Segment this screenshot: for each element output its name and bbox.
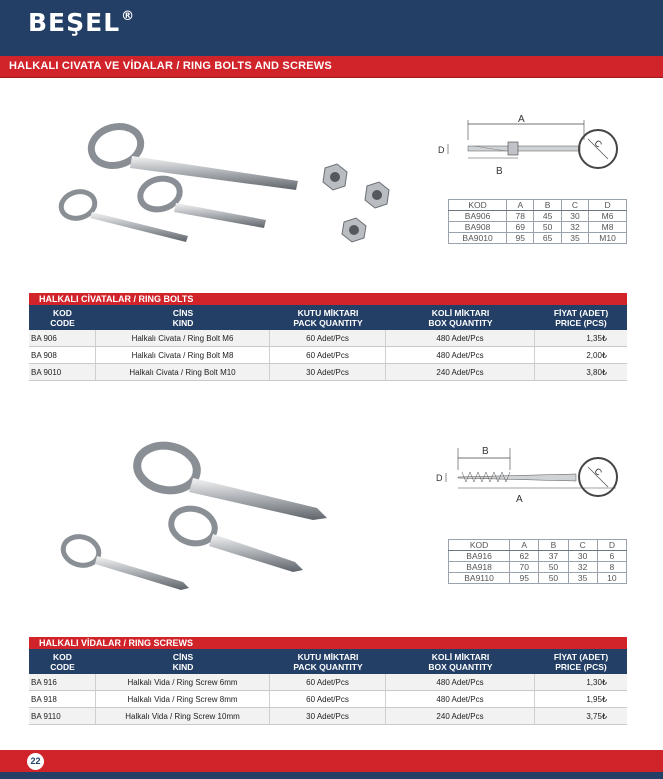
spec-header-cell: KOD xyxy=(449,200,507,211)
spec-header-cell: B xyxy=(539,540,568,551)
table-row: BA 9110 Halkalı Vida / Ring Screw 10mm 30 Adet/Pcs 240 Adet/Pcs 3,75₺ xyxy=(29,708,627,725)
ring-screw-spec-table xyxy=(448,539,627,584)
ring-bolt-spec-table xyxy=(448,199,627,244)
footer-bar xyxy=(0,750,663,772)
product-table-header: KOD CODE CİNS KIND KUTU MİKTARI PACK QUANTITY KOLİ MİKTARI BOX QUANTITY FİYAT (ADET) PRICE (PCS) xyxy=(29,649,627,674)
ring-screw-medium-shank xyxy=(209,534,303,572)
ring-screw-large-ring xyxy=(134,441,201,495)
product-table-body xyxy=(29,674,627,725)
spec-header-cell: B xyxy=(534,200,561,211)
ring-bolt-large-shank xyxy=(130,156,298,190)
dim-c-label: C xyxy=(592,137,605,150)
ring-bolts-section xyxy=(29,293,627,381)
product-table-body xyxy=(29,330,627,381)
dim-c-label: C xyxy=(592,465,605,478)
section-title: HALKALI VİDALAR / RING SCREWS xyxy=(29,637,627,649)
ring-screw-small-shank xyxy=(95,556,189,590)
page-number: 22 xyxy=(27,753,44,770)
spec-row: BA918 70 50 32 8 xyxy=(449,562,627,573)
table-row: BA 916 Halkalı Vida / Ring Screw 6mm 60 Adet/Pcs 480 Adet/Pcs 1,30₺ xyxy=(29,674,627,691)
spec-row: BA9110 95 50 35 10 xyxy=(449,573,627,584)
header-bar xyxy=(0,0,663,44)
spec-header-cell: C xyxy=(561,200,588,211)
spec-header-cell: D xyxy=(597,540,626,551)
dim-d-label: D xyxy=(438,145,445,155)
table-row: BA 908 Halkalı Civata / Ring Bolt M8 60 Adet/Pcs 480 Adet/Pcs 2,00₺ xyxy=(29,347,627,364)
dim-b-label: B xyxy=(496,166,503,177)
spec-header-row xyxy=(449,200,627,211)
bolt-nut xyxy=(508,142,518,155)
spec-header-cell: KOD xyxy=(449,540,510,551)
spec-row: BA906 78 45 30 M6 xyxy=(449,211,627,222)
dim-d-label: D xyxy=(436,473,443,483)
ring-screws-photo xyxy=(55,438,355,598)
spec-row: BA908 69 50 32 M8 xyxy=(449,222,627,233)
spec-header-cell: C xyxy=(568,540,597,551)
ring-bolt-small-shank xyxy=(90,212,188,242)
ring-bolt-medium-shank xyxy=(174,203,266,228)
page-title: HALKALI CIVATA VE VİDALAR / RING BOLTS AND SCREWS xyxy=(9,60,332,72)
dim-a-label: A xyxy=(518,114,525,125)
footer-strip xyxy=(0,772,663,779)
brand-logo: BEŞEL® xyxy=(28,8,136,37)
ring-screw-diagram xyxy=(434,440,634,510)
dim-a-label: A xyxy=(516,494,523,505)
spec-row: BA9010 95 65 35 M10 xyxy=(449,233,627,244)
product-table-header: KOD CODE CİNS KIND KUTU MİKTARI PACK QUANTITY KOLİ MİKTARI BOX QUANTITY FİYAT (ADET) PRICE (PCS) xyxy=(29,305,627,330)
dim-b-label: B xyxy=(482,446,489,457)
bolt-shank xyxy=(468,146,580,151)
spec-row: BA916 62 37 30 6 xyxy=(449,551,627,562)
title-banner xyxy=(0,56,663,78)
ring-screws-section xyxy=(29,637,627,725)
ring-bolt-diagram xyxy=(434,112,634,187)
table-row: BA 918 Halkalı Vida / Ring Screw 8mm 60 Adet/Pcs 480 Adet/Pcs 1,95₺ xyxy=(29,691,627,708)
spec-header-cell: A xyxy=(507,200,534,211)
table-row: BA 9010 Halkalı Civata / Ring Bolt M10 30 Adet/Pcs 240 Adet/Pcs 3,80₺ xyxy=(29,364,627,381)
spec-header-row xyxy=(449,540,627,551)
ring-bolts-photo xyxy=(40,108,410,258)
section-title: HALKALI CİVATALAR / RING BOLTS xyxy=(29,293,627,305)
spec-header-cell: A xyxy=(510,540,539,551)
table-row: BA 906 Halkalı Civata / Ring Bolt M6 60 Adet/Pcs 480 Adet/Pcs 1,35₺ xyxy=(29,330,627,347)
spec-header-cell: D xyxy=(589,200,627,211)
